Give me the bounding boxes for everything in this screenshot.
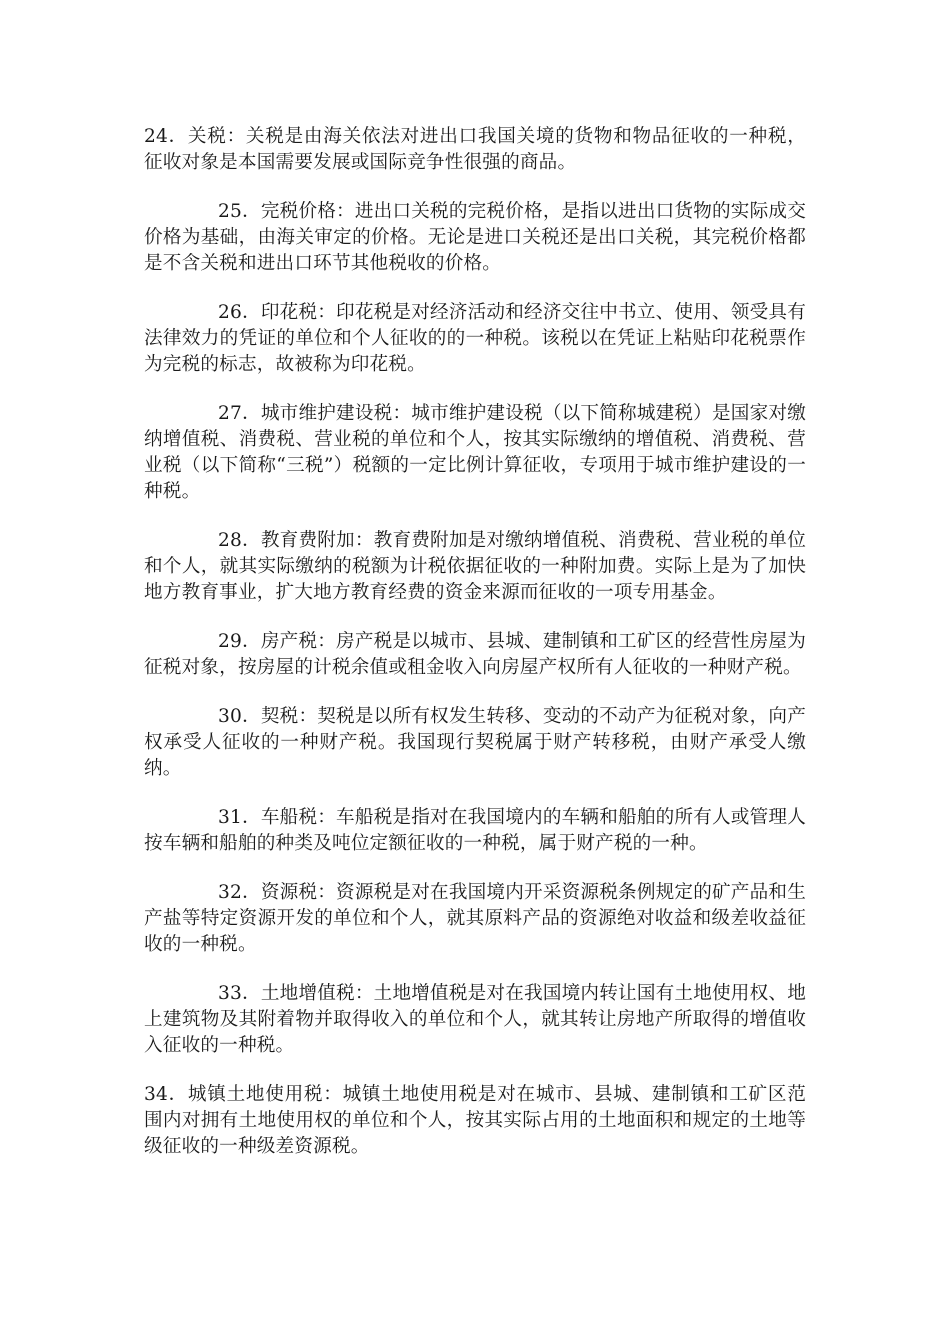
document-body bbox=[144, 124, 806, 1183]
paragraph-31-vehicle-vessel-tax: 31．车船税：车船税是指对在我国境内的车辆和船舶的所有人或管理人按车辆和船舶的种类及吨位定额征收的一种税，属于财产税的一种。 bbox=[144, 807, 806, 854]
paragraph-25-dutiable-value: 25．完税价格：进出口关税的完税价格，是指以进出口货物的实际成交价格为基础，由海关审定的价格。无论是进口关税还是出口关税，其完税价格都是不含关税和进出口环节其他税收的价格。 bbox=[144, 201, 806, 274]
paragraph-26-stamp-tax: 26．印花税：印花税是对经济活动和经济交往中书立、使用、领受具有法律效力的凭证的单位和个人征收的的一种税。该税以在凭证上粘贴印花税票作为完税的标志，故被称为印花税。 bbox=[144, 302, 806, 375]
paragraph-27-urban-construction-tax: 27．城市维护建设税：城市维护建设税（以下简称城建税）是国家对缴纳增值税、消费税、营业税的单位和个人，按其实际缴纳的增值税、消费税、营业税（以下简称“三税”）税额的一定比例计算征收，专项用于城市维护建设的一种税。 bbox=[144, 403, 806, 502]
paragraph-28-education-surcharge: 28．教育费附加：教育费附加是对缴纳增值税、消费税、营业税的单位和个人，就其实际缴纳的税额为计税依据征收的一种附加费。实际上是为了加快地方教育事业，扩大地方教育经费的资金来源而征收的一项专用基金。 bbox=[144, 530, 806, 603]
paragraph-29-property-tax: 29．房产税：房产税是以城市、县城、建制镇和工矿区的经营性房屋为征税对象，按房屋的计税余值或租金收入向房屋产权所有人征收的一种财产税。 bbox=[144, 631, 806, 678]
paragraph-32-resource-tax: 32．资源税：资源税是对在我国境内开采资源税条例规定的矿产品和生产盐等特定资源开发的单位和个人，就其原料产品的资源绝对收益和级差收益征收的一种税。 bbox=[144, 882, 806, 955]
paragraph-24-customs-duty: 24．关税：关税是由海关依法对进出口我国关境的货物和物品征收的一种税，征收对象是本国需要发展或国际竞争性很强的商品。 bbox=[144, 126, 806, 173]
paragraph-34-urban-land-use-tax: 34．城镇土地使用税：城镇土地使用税是对在城市、县城、建制镇和工矿区范围内对拥有土地使用权的单位和个人，按其实际占用的土地面积和规定的土地等级征收的一种级差资源税。 bbox=[144, 1084, 806, 1157]
paragraph-30-deed-tax: 30．契税：契税是以所有权发生转移、变动的不动产为征税对象，向产权承受人征收的一种财产税。我国现行契税属于财产转移税，由财产承受人缴纳。 bbox=[144, 706, 806, 779]
paragraph-33-land-appreciation-tax: 33．土地增值税：土地增值税是对在我国境内转让国有土地使用权、地上建筑物及其附着物并取得收入的单位和个人，就其转让房地产所取得的增值收入征收的一种税。 bbox=[144, 983, 806, 1056]
